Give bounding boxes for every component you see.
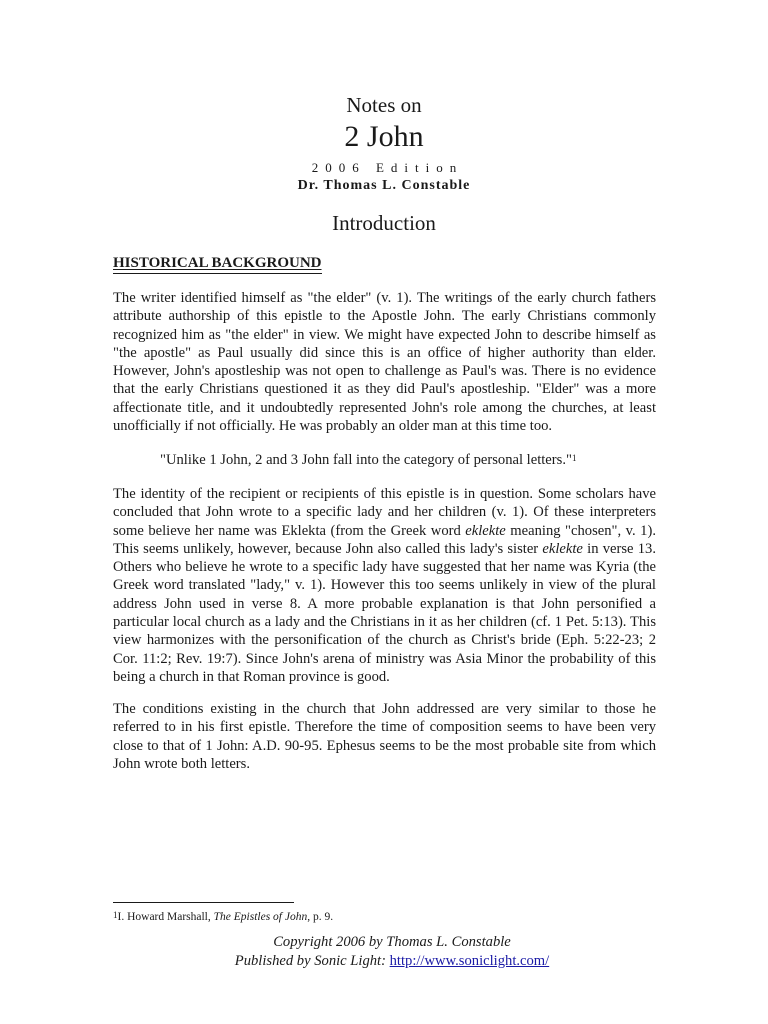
introduction-heading: Introduction	[332, 211, 436, 235]
edition-label: 2006 Edition	[311, 160, 464, 175]
footnote-author: I. Howard Marshall,	[117, 911, 214, 923]
author-name: Dr. Thomas L. Constable	[297, 178, 471, 193]
quote-text: "Unlike 1 John, 2 and 3 John fall into the category of personal letters."	[160, 452, 572, 468]
publisher-line	[0, 952, 768, 971]
greek-word: eklekte	[465, 522, 506, 539]
footnote-title: The Epistles of John	[213, 911, 308, 923]
footnote-ref[interactable]: 1	[571, 453, 577, 463]
book-title: 2 John	[344, 120, 424, 153]
section-heading: HISTORICAL BACKGROUND	[113, 254, 322, 274]
publisher-link[interactable]: http://www.soniclight.com/	[389, 953, 550, 969]
notes-on-label: Notes on	[346, 93, 422, 117]
paragraph-recipient	[113, 485, 656, 686]
block-quote	[160, 451, 576, 469]
page-footer	[0, 933, 768, 971]
text-run: meaning "chosen", v. 1). This seems unlikely, however, because John also called this lady's sister	[113, 522, 656, 557]
footnote-number: 1	[113, 910, 118, 920]
paragraph-authorship: The writer identified himself as "the elder" (v. 1). The writings of the early church fathers attribute authorship of this epistle to the Apostle John. The early Christians commonly recognized him as "the elder" in view. We might have expected John to describe himself as "the apostle" as Paul usually did since this is an office of higher authority than elder. However, John's apostleship was not open to challenge as Paul's was. There is no evidence that the early Christians questioned it as they did Paul's apostleship. "Elder" was a more affectionate title, and it undoubtedly represented John's role among the churches, at least unofficially if not officially. He was probably an older man at this time too.	[113, 290, 656, 435]
greek-word: eklekte	[542, 540, 583, 557]
footnote	[113, 910, 333, 925]
title-block	[0, 92, 768, 195]
footnote-divider	[113, 902, 294, 903]
footnote-page: , p. 9.	[307, 911, 334, 923]
paragraph-composition: The conditions existing in the church that John addressed are very similar to those he referred to in his first epistle. Therefore the time of composition seems to have been very close to that of 1 John: A.D. 90-95. Ephesus seems to be the most probable site from which John wrote both letters.	[113, 701, 656, 772]
text-run: in verse 13. Others who believe he wrote to a specific lady have suggested that her name was Kyria (the Greek word translated "lady," v. 1). However this too seems unlikely in view of the plural address John used in verse 8. A more probable explanation is that John personified a particular local church as a lady and the Christians in it as her children (cf. 1 Pet. 5:13). This view harmonizes with the personification of the church as Christ's bride (Eph. 5:22-23; 2 Cor. 11:2; Rev. 19:7). Since John's arena of ministry was Asia Minor the probability of this being a church in that Roman province is good.	[113, 540, 656, 685]
text-run: The identity of the recipient or recipients of this epistle is in question. Some scholars have concluded that John wrote to a specific lady and her children (v. 1). Of these interpreters some believe her name was Eklekta (from the Greek word	[113, 486, 656, 539]
copyright-line: Copyright 2006 by Thomas L. Constable	[273, 934, 511, 950]
publisher-label: Published by Sonic Light:	[234, 953, 390, 969]
